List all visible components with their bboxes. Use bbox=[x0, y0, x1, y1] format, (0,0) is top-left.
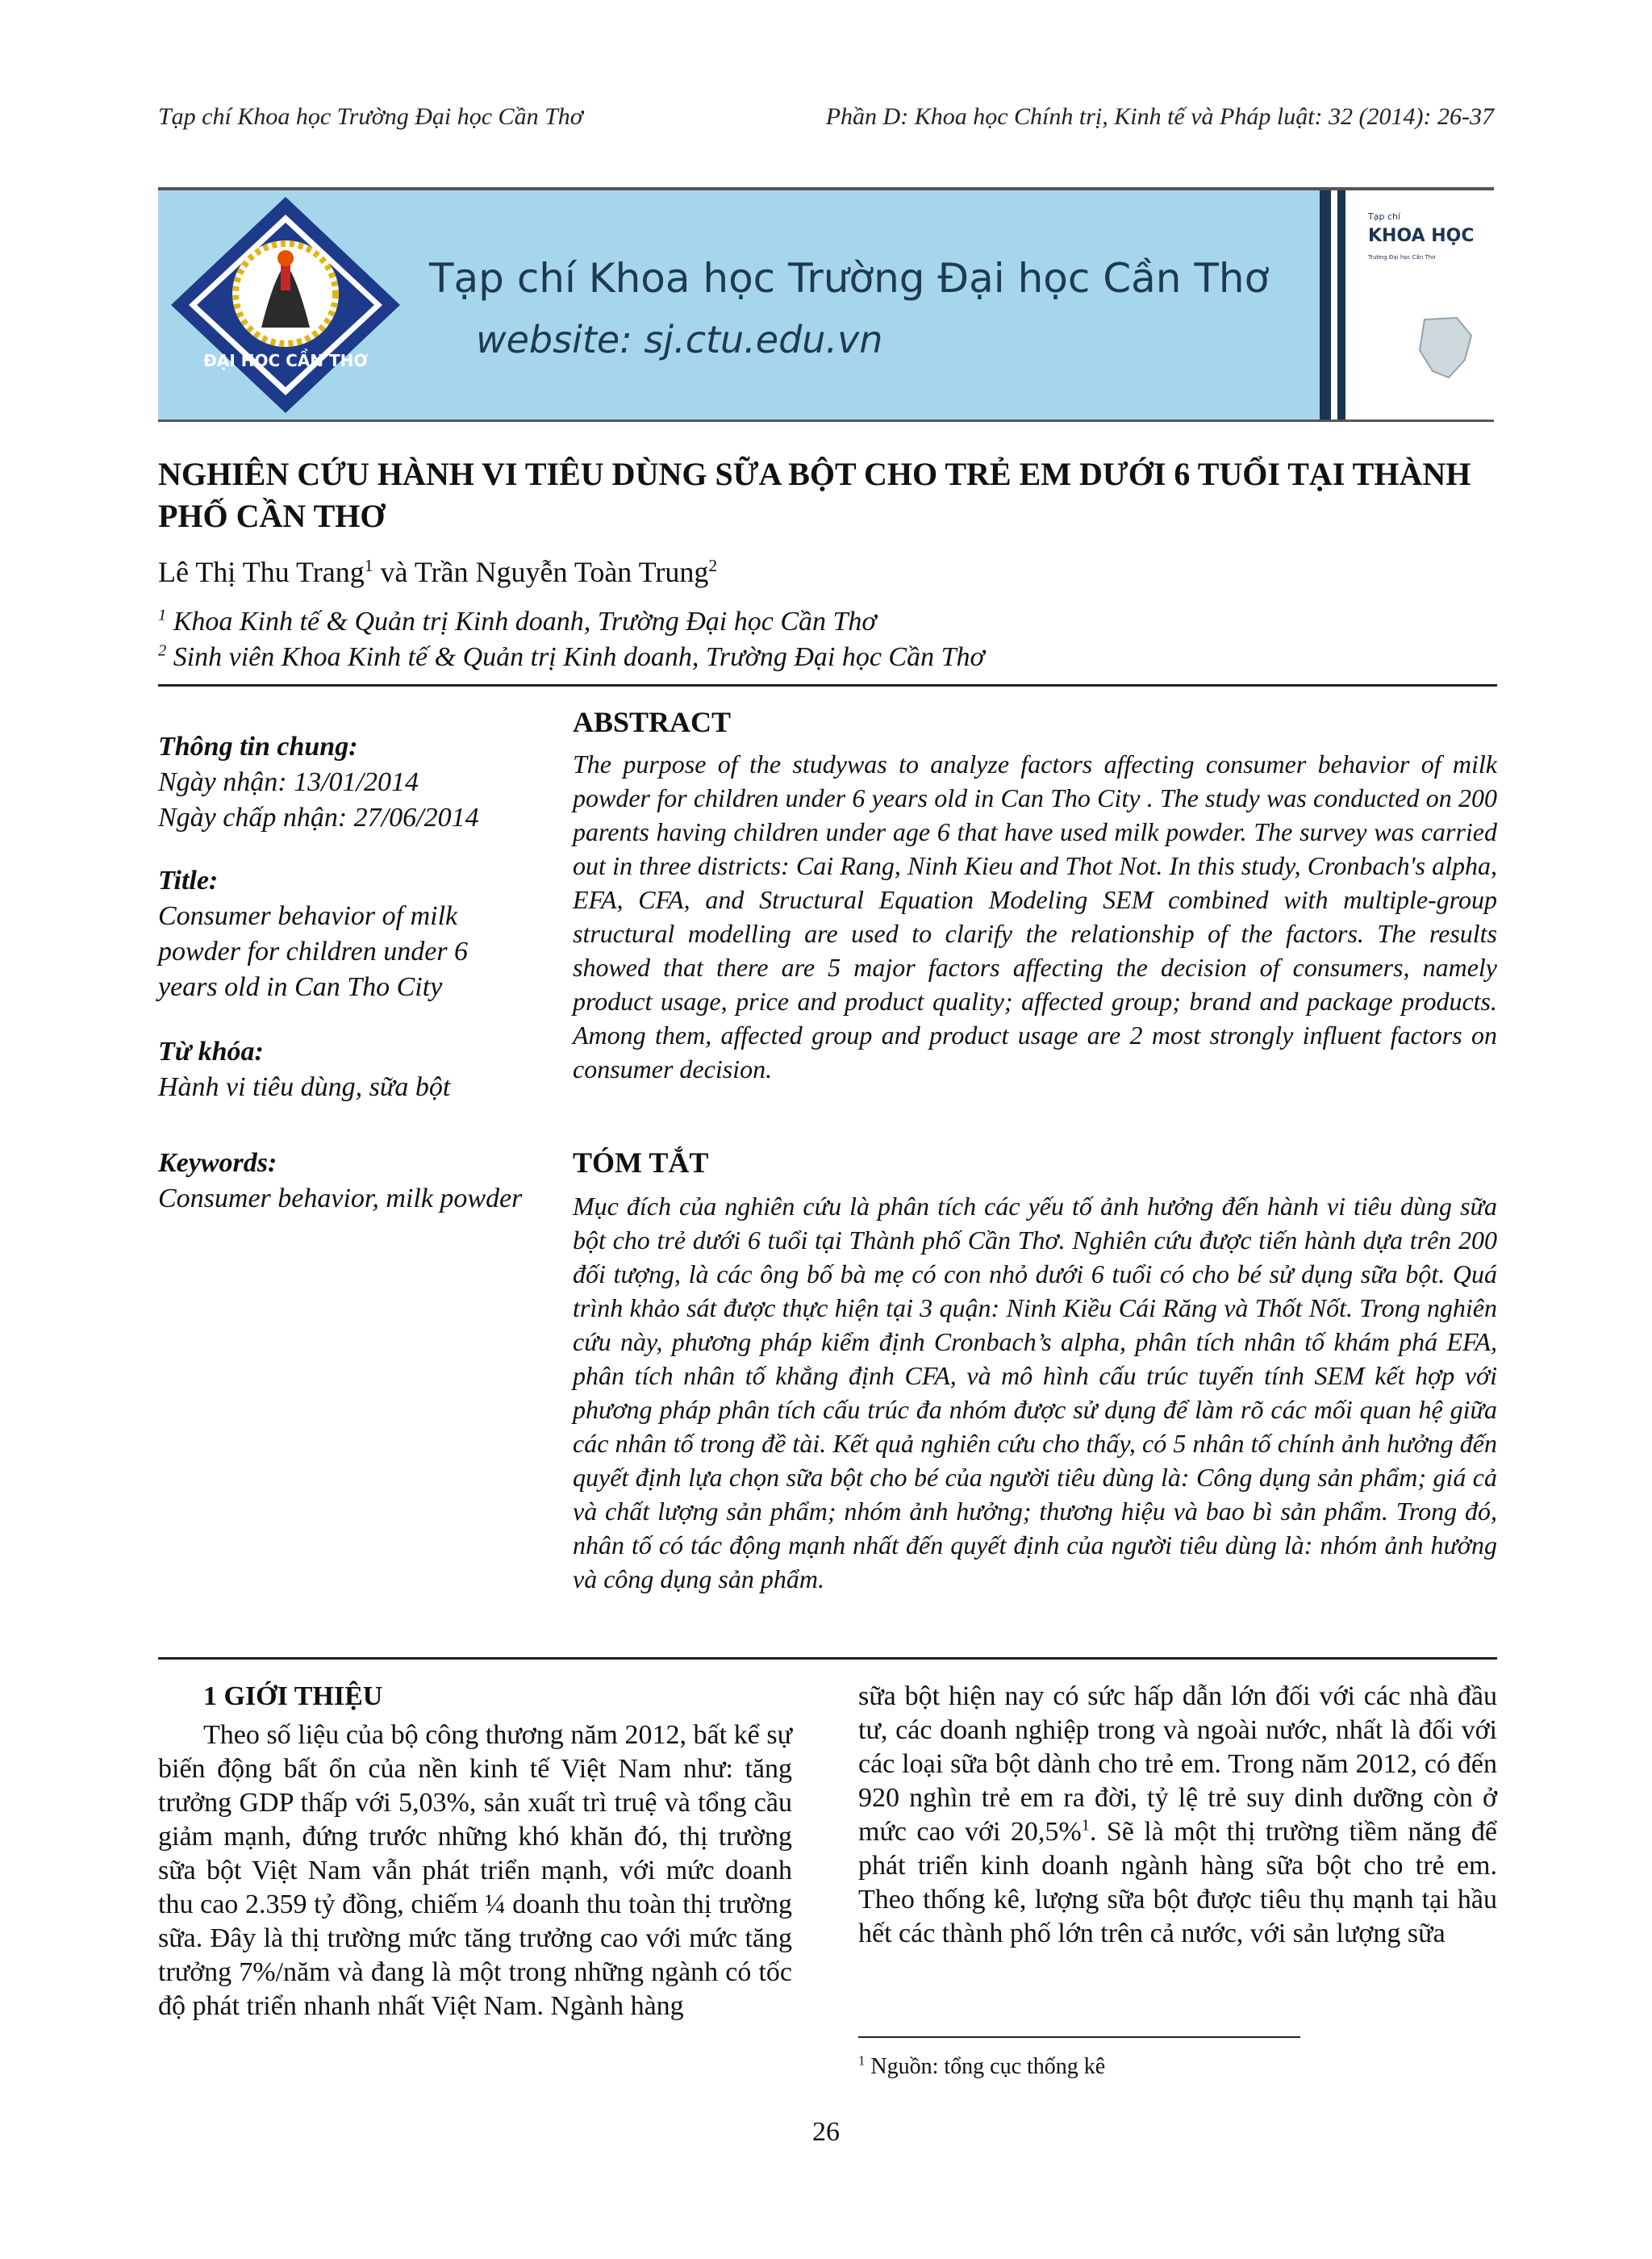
footnote-reference: 1 bbox=[1081, 1816, 1090, 1835]
footnote-mark: 1 bbox=[858, 2052, 866, 2069]
english-title-block bbox=[158, 863, 529, 1005]
journal-cover-thumbnail bbox=[1320, 190, 1494, 420]
affiliation-mark: 2 bbox=[158, 641, 167, 660]
footnote-text: Nguồn: tổng cục thống kê bbox=[865, 2054, 1106, 2079]
logo-lettering: ĐẠI HỌC CẦN THƠ bbox=[203, 351, 368, 370]
footnote bbox=[858, 2054, 1105, 2080]
affiliation-2 bbox=[158, 642, 985, 673]
cover-stripe bbox=[1337, 190, 1345, 420]
section-rule bbox=[158, 1657, 1497, 1660]
paper-title: NGHIÊN CỨU HÀNH VI TIÊU DÙNG SỮA BỘT CHO TRẺ EM DƯỚI 6 TUỔI TẠI THÀNH PHỐ CẦN THƠ bbox=[158, 456, 1471, 534]
abstract-text: The purpose of the studywas to analyze factors affecting consumer behavior of milk powder for children under 6 years old in Can Tho City . The study was conducted on 200 parents having children under age 6 that have used milk powder. The survey was carried out in three districts: Cai Rang, Ninh Kieu and Thot Not. In this study, Cronbach's alpha, EFA, CFA, and Structural Equation Modeling SEM combined with multiple-group structural modelling are used to clarify the relationship of the factors. The results showed that there are 5 major factors affecting the decision of consumers, namely product usage, price and product quality; affected group; brand and package products. Among them, affected group and product usage are 2 most strongly influent factors on consumer decision. bbox=[573, 750, 1497, 1084]
affiliation-1 bbox=[158, 607, 877, 637]
cover-stripe bbox=[1320, 190, 1331, 420]
general-info-heading: Thông tin chung: bbox=[158, 732, 358, 762]
abstract-heading: ABSTRACT bbox=[573, 706, 732, 738]
article-info bbox=[158, 729, 529, 836]
cover-small-text: Tạp chí bbox=[1368, 211, 1401, 222]
vn-keywords: Hành vi tiêu dùng, sữa bột bbox=[158, 1072, 451, 1102]
tomtat-section bbox=[573, 1146, 1497, 1596]
running-header-section: Phần D: Khoa học Chính trị, Kinh tế và Pháp luật: 32 (2014): 26-37 bbox=[825, 103, 1494, 130]
body-paragraph: Theo số liệu của bộ công thương năm 2012, bất kể sự biến động bất ổn của nền kinh tế Việt Nam như: tăng trưởng GDP thấp với 5,03%, sản xuất trì truệ và tổng cầu giảm mạnh, đứng trước những khó khăn đó, thị trường sữa bột Việt Nam vẫn phát triển mạnh, với mức doanh thu cao 2.359 tỷ đồng, chiếm ¼ doanh thu toàn thị trường sữa. Đây là thị trường mức tăng trưởng cao với mức tăng trưởng 7%/năm và đang là một trong những ngành có tốc độ phát triển nhanh nhất Việt Nam. Ngành hàng bbox=[158, 1720, 792, 2021]
author-line bbox=[158, 555, 717, 589]
keywords-heading: Keywords: bbox=[158, 1148, 277, 1178]
body-column-right bbox=[858, 1680, 1497, 1951]
running-header-journal: Tạp chí Khoa học Trường Đại học Cần Thơ bbox=[158, 103, 583, 130]
cover-subtitle: Trường Đại học Cần Thơ bbox=[1368, 254, 1436, 261]
banner-title: Tạp chí Khoa học Trường Đại học Cần Thơ bbox=[429, 255, 1270, 302]
header-rule bbox=[158, 684, 1497, 687]
keywords-block bbox=[158, 1146, 529, 1217]
body-column-left bbox=[158, 1680, 792, 2023]
keywords: Consumer behavior, milk powder bbox=[158, 1184, 523, 1213]
vn-keywords-heading: Từ khóa: bbox=[158, 1037, 264, 1067]
journal-banner bbox=[158, 190, 1494, 420]
author-name: Lê Thị Thu Trang bbox=[158, 556, 365, 588]
affiliation-mark: 1 bbox=[364, 556, 373, 575]
body-paragraph: sữa bột hiện nay có sức hấp dẫn lớn đối với các nhà đầu tư, các doanh nghiệp trong và ngoài nước, nhất là đối với các loại sữa bột dành cho trẻ em. Trong năm 2012, có đến 920 nghìn trẻ em ra đời, tỷ lệ trẻ suy dinh dưỡng còn ở mức cao với 20,5% bbox=[858, 1681, 1497, 1847]
vn-keywords-block bbox=[158, 1034, 529, 1105]
section-heading: 1 GIỚI THIỆU bbox=[203, 1681, 383, 1711]
university-logo bbox=[165, 190, 407, 420]
footnote-rule bbox=[858, 2036, 1300, 2038]
affiliation-text: Khoa Kinh tế & Quản trị Kinh doanh, Trường Đại học Cần Thơ bbox=[173, 607, 877, 637]
affiliation-mark: 2 bbox=[708, 556, 718, 575]
tomtat-text: Mục đích của nghiên cứu là phân tích các yếu tố ảnh hưởng đến hành vi tiêu dùng sữa bột cho trẻ dưới 6 tuổi tại Thành phố Cần Thơ. Nghiên cứu được tiến hành dựa trên 200 đối tượng, là các ông bố bà mẹ có con nhỏ dưới 6 tuổi có cho bé sử dụng sữa bột. Quá trình khảo sát được thực hiện tại 3 quận: Ninh Kiều Cái Răng và Thốt Nốt. Trong nghiên cứu này, phương pháp kiểm định Cronbach’s alpha, phân tích nhân tố khám phá EFA, phân tích nhân tố khẳng định CFA, và mô hình cấu trúc tuyến tính SEM kết hợp với phương pháp phân tích cấu trúc đa nhóm được sử dụng để làm rõ các mối quan hệ giữa các nhân tố trong đề tài. Kết quả nghiên cứu cho thấy, có 5 nhân tố chính ảnh hưởng đến quyết định lựa chọn sữa bột cho bé của người tiêu dùng là: Công dụng sản phẩm; giá cả và chất lượng sản phẩm; nhóm ảnh hưởng; thương hiệu và bao bì sản phẩm. Trong đó, nhân tố có tác động mạnh nhất đến quyết định của người tiêu dùng là: nhóm ảnh hưởng và công dụng sản phẩm. bbox=[573, 1192, 1497, 1593]
banner-website: website: sj.ctu.edu.vn bbox=[476, 318, 883, 361]
map-icon bbox=[1408, 311, 1481, 384]
title-heading: Title: bbox=[158, 866, 219, 896]
tomtat-heading: TÓM TẮT bbox=[573, 1146, 709, 1179]
received-date: Ngày nhận: 13/01/2014 bbox=[158, 767, 419, 797]
accepted-date: Ngày chấp nhận: 27/06/2014 bbox=[158, 803, 479, 833]
body-paragraph-continued: . Sẽ là một thị trường tiềm năng để phát triển kinh doanh ngành hàng sữa bột cho trẻ em. Theo thống kê, lượng sữa bột được tiêu thụ mạnh tại hầu hết các thành phố lớn trên cả nước, với sản lượng sữa bbox=[858, 1817, 1497, 1948]
abstract-section bbox=[573, 705, 1497, 1086]
affiliation-text: Sinh viên Khoa Kinh tế & Quản trị Kinh doanh, Trường Đại học Cần Thơ bbox=[173, 642, 985, 672]
banner-bottom-rule bbox=[158, 420, 1494, 422]
page-number: 26 bbox=[812, 2117, 840, 2147]
author-name: Trần Nguyễn Toàn Trung bbox=[414, 556, 709, 588]
english-title: Consumer behavior of milk powder for children under 6 years old in Can Tho City bbox=[158, 901, 469, 1002]
cover-title: KHOA HỌC bbox=[1368, 226, 1475, 246]
affiliation-mark: 1 bbox=[158, 606, 167, 624]
author-separator: và bbox=[373, 556, 415, 588]
